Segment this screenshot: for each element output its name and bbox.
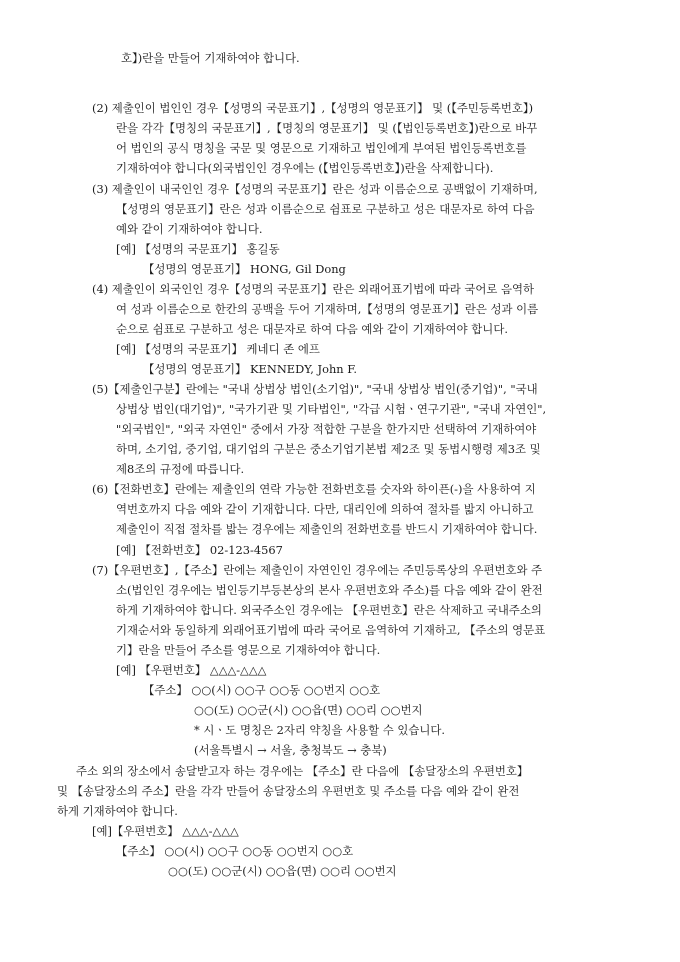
text-line: (7)【우편번호】,【주소】란에는 제출인이 자연인인 경우에는 주민등록상의 우편번호와 주: [92, 563, 543, 577]
text-line: (3) 제출인이 내국인인 경우【성명의 국문표기】란은 성과 이름순으로 공백없이 기재하며,: [92, 182, 538, 196]
text-line: 소(법인인 경우에는 법인등기부등본상의 본사 우편번호와 주소)를 다음 예와 같이 완전: [116, 583, 543, 597]
text-line: 기】란을 만들어 주소를 영문으로 기재하여야 합니다.: [116, 643, 381, 657]
text-line: (4) 제출인이 외국인인 경우【성명의 국문표기】란은 외래어표기법에 따라 국어로 음역하: [92, 282, 534, 296]
text-line: 예와 같이 기재하여야 합니다.: [116, 222, 263, 236]
text-line: 여 성과 이름순으로 한칸의 공백을 두어 기재하며,【성명의 영문표기】란은 성과 이름: [116, 302, 539, 316]
text-line: 하며, 소기업, 중기업, 대기업의 구분은 중소기업기본법 제2조 및 동법시행령 제3조 및: [116, 442, 541, 456]
text-line: 순으로 쉼표로 구분하고 성은 대문자로 하여 다음 예와 같이 기재하여야 합니다.: [116, 322, 508, 336]
text-line: "외국법인", "외국 자연인" 중에서 가장 적합한 구분을 한가지만 선택하여 기재하여야: [116, 422, 537, 436]
text-line: 하게 기재하여야 합니다. 외국주소인 경우에는 【우편번호】란은 삭제하고 국내주소의: [116, 603, 542, 617]
text-line: 기재순서와 동일하게 외래어표기법에 따라 국어로 음역하여 기재하고, 【주소의 영문표: [116, 623, 546, 637]
text-line: (2) 제출인이 법인인 경우【성명의 국문표기】,【성명의 영문표기】 및 (【주민등록번호】): [92, 101, 534, 115]
text-line: 【주소】 ○○(시) ○○구 ○○동 ○○번지 ○○호: [143, 683, 381, 697]
text-line: * 시ㆍ도 명칭은 2자리 약칭을 사용할 수 있습니다.: [194, 723, 445, 737]
text-line: [예]【우편번호】 △△△-△△△: [92, 824, 239, 838]
text-line: (6)【전화번호】란에는 제출인의 연락 가능한 전화번호를 숫자와 하이픈(-)을 사용하여 지: [92, 482, 536, 496]
text-line: 【성명의 영문표기】란은 성과 이름순으로 쉼표로 구분하고 성은 대문자로 하여 다음: [116, 202, 535, 216]
text-line: (서울특별시 → 서울, 충청북도 → 충북): [194, 743, 387, 757]
text-line: 제출인이 직접 절차를 밟는 경우에는 제출인의 전화번호를 반드시 기재하여야 합니다.: [116, 522, 538, 536]
text-line: 【주소】 ○○(시) ○○구 ○○동 ○○번지 ○○호: [116, 844, 354, 858]
text-line: 주소 외의 장소에서 송달받고자 하는 경우에는 【주소】란 다음에 【송달장소의 우편번호】: [76, 764, 529, 778]
text-line: [예] 【우편번호】 △△△-△△△: [116, 663, 267, 677]
text-line: 어 법인의 공식 명칭을 국문 및 영문으로 기재하고 법인에게 부여된 법인등록번호를: [116, 141, 527, 155]
text-line: ○○(도) ○○군(시) ○○읍(면) ○○리 ○○번지: [168, 864, 397, 878]
text-line: 호】)란을 만들어 기재하여야 합니다.: [121, 51, 300, 65]
text-line: 란을 각각【명칭의 국문표기】,【명칭의 영문표기】 및 (【법인등록번호】)란으로 바꾸: [116, 121, 538, 135]
text-line: 기재하여야 합니다(외국법인인 경우에는 (【법인등록번호】)란을 삭제합니다).: [116, 161, 494, 175]
text-line: [예] 【성명의 국문표기】 케네디 존 에프: [116, 342, 320, 356]
text-line: 【성명의 영문표기】 KENNEDY, John F.: [143, 362, 358, 376]
text-line: (5)【제출인구분】란에는 "국내 상법상 법인(소기업)", "국내 상법상 법인(중기업)", "국내: [92, 382, 538, 396]
text-line: ○○(도) ○○군(시) ○○읍(면) ○○리 ○○번지: [194, 703, 423, 717]
text-line: [예] 【전화번호】 02-123-4567: [116, 543, 283, 557]
text-line: 제8조의 규정에 따릅니다.: [116, 462, 245, 476]
text-line: 및 【송달장소의 주소】란을 각각 만들어 송달장소의 우편번호 및 주소를 다음 예와 같이 완전: [57, 784, 520, 798]
text-line: 역번호까지 다음 예와 같이 기재합니다. 다만, 대리인에 의하여 절차를 밟지 아니하고: [116, 502, 534, 516]
text-line: 상법상 법인(대기업)", "국가기관 및 기타법인", "각급 시험ㆍ연구기관", "국내 자연인",: [116, 402, 547, 416]
text-line: [예] 【성명의 국문표기】 홍길동: [116, 242, 280, 256]
text-line: 【성명의 영문표기】 HONG, Gil Dong: [143, 262, 346, 276]
text-line: 하게 기재하여야 합니다.: [57, 804, 178, 818]
